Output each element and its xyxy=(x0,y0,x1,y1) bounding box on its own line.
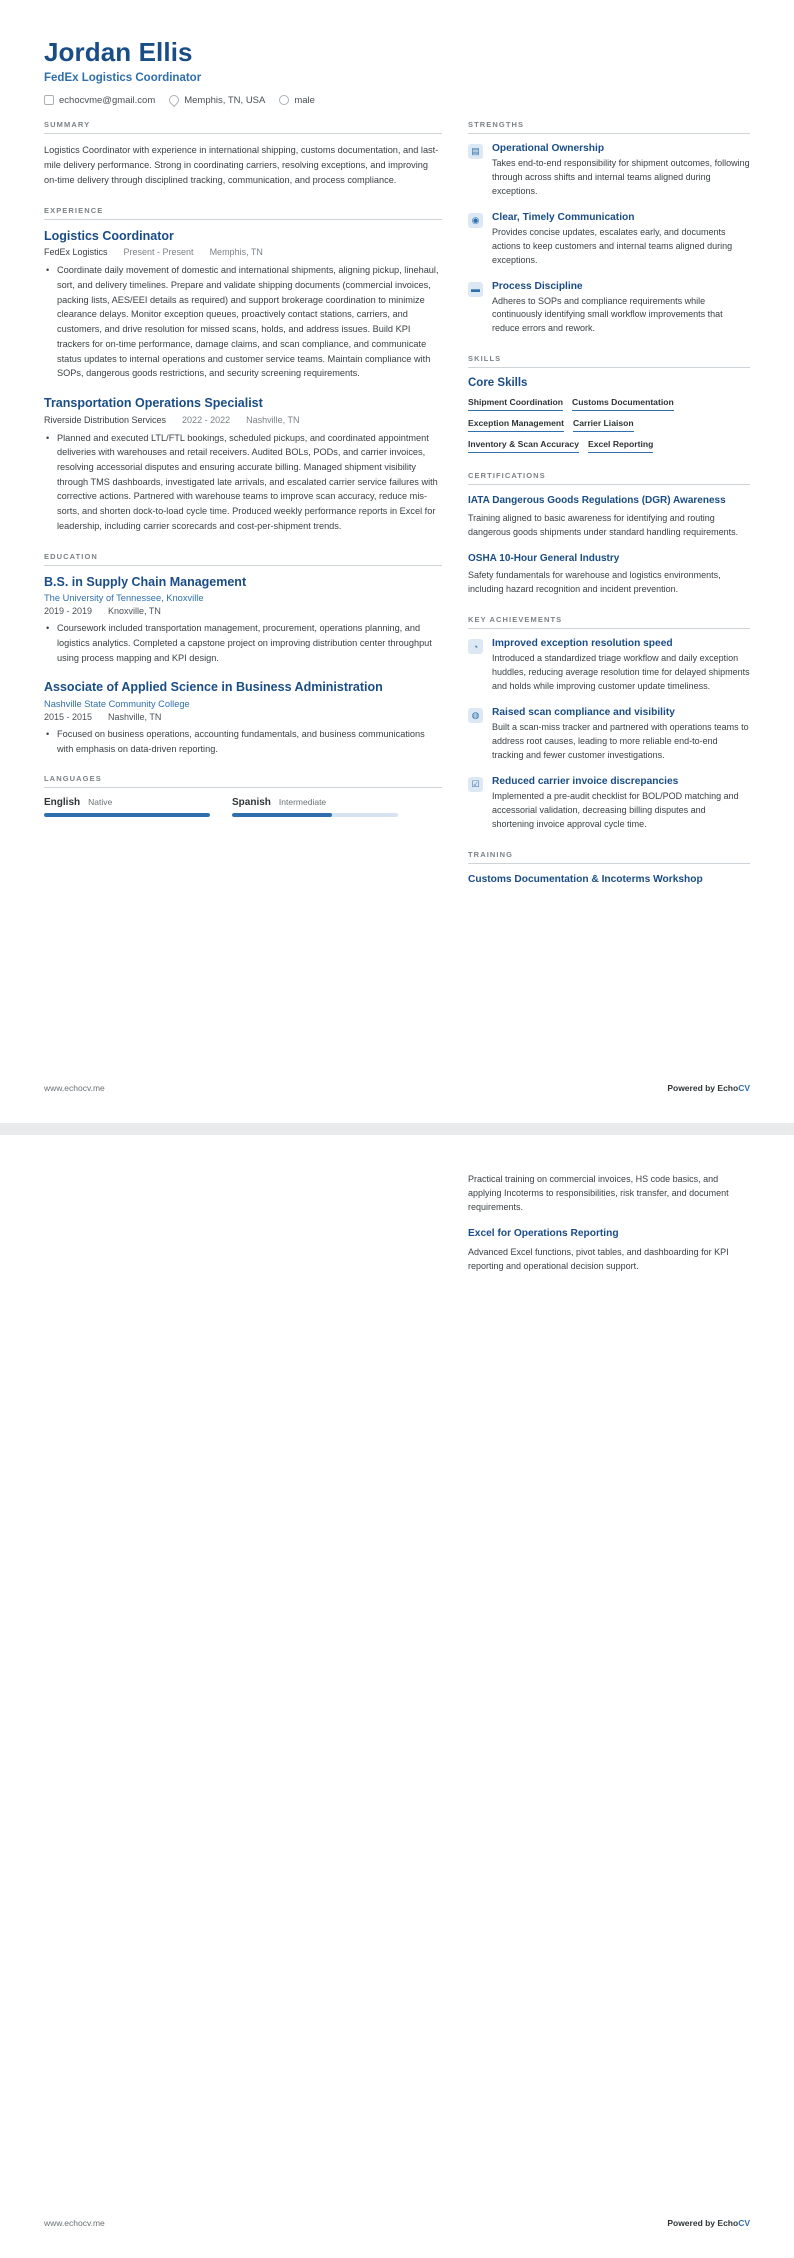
languages-section xyxy=(44,774,442,817)
certification-item xyxy=(468,494,750,539)
education-item xyxy=(44,680,442,756)
gender-icon xyxy=(279,95,289,105)
envelope-icon xyxy=(44,95,54,105)
page-separator xyxy=(0,1123,794,1135)
strength-desc: Provides concise updates, escalates early, and documents actions to keep customers and internal teams aligned during exceptions. xyxy=(492,226,733,265)
training-desc: Advanced Excel functions, pivot tables, and dashboarding for KPI reporting and operational decision support. xyxy=(468,1246,729,1271)
experience-section xyxy=(44,206,442,534)
language-item xyxy=(44,797,210,817)
resume-columns xyxy=(44,120,750,904)
certification-title: OSHA 10-Hour General Industry xyxy=(468,552,620,564)
education-bullets xyxy=(44,727,442,756)
right-column-page2 xyxy=(468,1173,750,1291)
strength-item xyxy=(468,212,750,268)
achievements-section xyxy=(468,615,750,831)
strength-title: Clear, Timely Communication xyxy=(492,211,635,223)
footer-website[interactable]: www.echocv.me xyxy=(44,2218,105,2228)
achievement-item xyxy=(468,707,750,763)
certifications-section xyxy=(468,471,750,597)
strength-title: Process Discipline xyxy=(492,280,583,292)
achievement-desc: Built a scan-miss tracker and partnered with operations teams to address root causes, leading to more reliable end-to-end tracking and fewer customer investigations. xyxy=(492,721,749,760)
page-footer xyxy=(44,2218,750,2228)
resume-columns-page2 xyxy=(44,1173,750,1291)
left-column xyxy=(44,120,442,836)
strengths-section xyxy=(468,120,750,336)
check-square-icon: ☑ xyxy=(468,777,483,792)
training-desc: Practical training on commercial invoices, HS code basics, and applying Incoterms to responsibilities, risk transfer, and document requirements. xyxy=(468,1174,729,1212)
experience-bullets xyxy=(44,263,442,381)
experience-bullet: • Coordinate daily movement of domestic and international shipments, aligning pickup, linehaul, sort, and delivery timelines. Prepare and validate shipping documents (commercial invoices, packing lists, AES/EEI details as required) and support brokerage coordination to minimize clearance delays. Monitor exception queues, proactively contact stations, carriers, and customers, and drive resolution for missed scans, holds, and address issues. Build KPI trackers for on-time performance, damage claims, and scan compliance, and communicate status updates to internal operations and customer service teams. Maintain compliance with SOPs, dangerous goods restrictions, and security screening requirements. xyxy=(57,263,442,381)
summary-text: Logistics Coordinator with experience in international shipping, customs documentation, and last-mile delivery performance. Strong in coordinating carriers, resolving exceptions, and improving on-time delivery through disciplined tracking, communication, and process compliance. xyxy=(44,144,439,185)
skill-chip: Shipment Coordination xyxy=(468,397,563,411)
certifications-section-label: CERTIFICATIONS xyxy=(468,471,750,485)
footer-brand-suffix: CV xyxy=(738,1083,750,1093)
experience-bullets xyxy=(44,431,442,534)
skill-chip: Excel Reporting xyxy=(588,439,653,453)
experience-section-label: EXPERIENCE xyxy=(44,206,442,220)
skill-chip: Exception Management xyxy=(468,418,564,432)
experience-bullet: • Planned and executed LTL/FTL bookings, scheduled pickups, and coordinated appointment deliveries with warehouses and retail receivers. Audited BOLs, PODs, and carrier invoices, resolving accessorial disputes and ensuring accurate billing. Managed shipment visibility through TMS dashboards, investigated late arrivals, and escalated carrier service failures with corrective actions. Partnered with warehouse teams to improve scan accuracy, reduce mis-sorts, and shorten dock-to-load cycle time. Produced weekly performance reports in Excel for leadership, including carrier scorecards and cost-per-shipment trends. xyxy=(57,431,442,534)
education-meta xyxy=(44,712,442,722)
education-bullet: • Focused on business operations, accounting fundamentals, and business communications with emphasis on data-driven reporting. xyxy=(57,727,442,756)
skill-chip: Carrier Liaison xyxy=(573,418,634,432)
education-school: Nashville State Community College xyxy=(44,699,190,710)
achievement-item xyxy=(468,638,750,694)
education-degree: Associate of Applied Science in Business Administration xyxy=(44,680,383,695)
education-section-label: EDUCATION xyxy=(44,552,442,566)
experience-location: Memphis, TN xyxy=(209,247,263,258)
experience-dates: Present - Present xyxy=(123,247,194,258)
training-continued-section xyxy=(468,1173,750,1273)
education-location: Nashville, TN xyxy=(108,712,162,723)
language-bar-fill xyxy=(44,813,210,817)
language-level: Native xyxy=(88,797,113,808)
clock-icon: ◔ xyxy=(468,639,483,654)
contact-email[interactable] xyxy=(44,95,155,106)
skills-chip-list xyxy=(468,397,750,453)
certification-item xyxy=(468,552,750,597)
experience-meta xyxy=(44,415,442,425)
contact-location-text: Memphis, TN, USA xyxy=(184,94,266,106)
strengths-section-label: STRENGTHS xyxy=(468,120,750,134)
contact-email-text: echocvme@gmail.com xyxy=(59,94,156,106)
skills-section-label: SKILLS xyxy=(468,354,750,368)
education-bullet: • Coursework included transportation management, procurement, operations planning, and logistics analytics. Completed a capstone project on improving distribution center throughput using process mapping and KPI design. xyxy=(57,621,442,665)
candidate-name: Jordan Ellis xyxy=(44,37,193,67)
skill-chip: Customs Documentation xyxy=(572,397,674,411)
education-meta xyxy=(44,606,442,616)
language-level: Intermediate xyxy=(278,797,327,808)
education-bullets xyxy=(44,621,442,665)
language-bar xyxy=(232,813,398,817)
footer-brand-prefix: Powered by Echo xyxy=(667,1083,739,1093)
education-dates: 2015 - 2015 xyxy=(44,712,93,723)
location-pin-icon xyxy=(167,93,181,107)
contact-gender xyxy=(279,95,315,106)
shield-icon: ◍ xyxy=(468,708,483,723)
footer-brand-suffix: CV xyxy=(738,2218,750,2228)
language-name: English xyxy=(44,797,81,809)
education-section xyxy=(44,552,442,757)
right-column xyxy=(468,120,750,904)
experience-item xyxy=(44,396,442,534)
strength-title: Operational Ownership xyxy=(492,142,605,154)
certification-title: IATA Dangerous Goods Regulations (DGR) Awareness xyxy=(468,495,726,507)
achievement-title: Reduced carrier invoice discrepancies xyxy=(492,775,679,787)
training-title: Excel for Operations Reporting xyxy=(468,1227,619,1239)
certification-desc: Training aligned to basic awareness for identifying and routing dangerous goods shipments under standard handling requirements. xyxy=(468,512,739,537)
footer-brand xyxy=(667,2218,750,2228)
strength-desc: Adheres to SOPs and compliance requirements while continuously identifying small workflow improvements that reduce errors and rework. xyxy=(492,295,723,334)
summary-section xyxy=(44,120,442,188)
certification-desc: Safety fundamentals for warehouse and logistics environments, including hazard recognition and incident prevention. xyxy=(468,570,721,595)
resume-header xyxy=(44,38,750,106)
skills-group-title: Core Skills xyxy=(468,377,528,390)
achievement-desc: Introduced a standardized triage workflow and daily exception huddles, reducing average resolution time for delayed shipments and holds while improving customer update timeliness. xyxy=(492,653,750,691)
skills-section xyxy=(468,354,750,453)
education-school: The University of Tennessee, Knoxville xyxy=(44,593,204,604)
education-degree: B.S. in Supply Chain Management xyxy=(44,574,247,589)
experience-company: FedEx Logistics xyxy=(44,247,108,258)
list-icon: ▬ xyxy=(468,282,483,297)
education-item xyxy=(44,575,442,666)
languages-section-label: LANGUAGES xyxy=(44,774,442,788)
page-footer xyxy=(44,1083,750,1093)
footer-brand xyxy=(667,1083,750,1093)
achievements-section-label: KEY ACHIEVEMENTS xyxy=(468,615,750,629)
contact-row xyxy=(44,95,750,106)
chat-icon: ◉ xyxy=(468,213,483,228)
experience-title: Transportation Operations Specialist xyxy=(44,395,263,410)
strength-item xyxy=(468,143,750,199)
education-dates: 2019 - 2019 xyxy=(44,606,93,617)
training-section xyxy=(468,850,750,887)
contact-location xyxy=(169,95,265,106)
experience-title: Logistics Coordinator xyxy=(44,228,174,243)
strength-desc: Takes end-to-end responsibility for shipment outcomes, following through across shifts and internal teams aligned during exceptions. xyxy=(492,157,750,196)
experience-dates: 2022 - 2022 xyxy=(182,414,231,425)
footer-brand-prefix: Powered by Echo xyxy=(667,2218,739,2228)
experience-location: Nashville, TN xyxy=(246,414,300,425)
languages-grid xyxy=(44,797,442,817)
achievement-title: Improved exception resolution speed xyxy=(492,638,673,650)
language-item xyxy=(232,797,398,817)
experience-item xyxy=(44,229,442,381)
training-title: Customs Documentation & Incoterms Workshop xyxy=(468,873,703,885)
experience-meta xyxy=(44,247,442,257)
strength-item xyxy=(468,281,750,337)
briefcase-icon: ▤ xyxy=(468,144,483,159)
language-bar xyxy=(44,813,210,817)
experience-company: Riverside Distribution Services xyxy=(44,414,167,425)
summary-section-label: SUMMARY xyxy=(44,120,442,134)
resume-page-1 xyxy=(0,0,794,1123)
footer-website[interactable]: www.echocv.me xyxy=(44,1083,105,1093)
skill-chip: Inventory & Scan Accuracy xyxy=(468,439,579,453)
education-location: Knoxville, TN xyxy=(108,606,161,617)
candidate-job-title: FedEx Logistics Coordinator xyxy=(44,71,202,84)
resume-page-2 xyxy=(0,1135,794,2258)
language-name: Spanish xyxy=(232,797,271,809)
achievement-title: Raised scan compliance and visibility xyxy=(492,706,675,718)
contact-gender-text: male xyxy=(294,94,315,106)
achievement-desc: Implemented a pre-audit checklist for BOL/POD matching and accessorial validation, decreasing billing disputes and shortening invoice approval cycle time. xyxy=(492,790,739,829)
training-section-label: TRAINING xyxy=(468,850,750,864)
achievement-item xyxy=(468,776,750,832)
language-bar-fill xyxy=(232,813,332,817)
